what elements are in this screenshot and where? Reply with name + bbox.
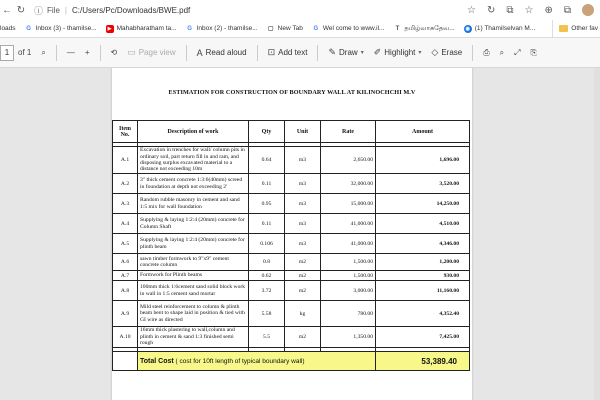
item-qty: 5.58 [249, 301, 285, 327]
total-label: Total Cost [140, 357, 174, 365]
item-unit: m2 [285, 281, 321, 301]
item-unit: m2 [285, 271, 321, 281]
column-header-unit: Unit [285, 121, 321, 143]
total-empty-cell [113, 352, 138, 371]
read-aloud-icon: A [196, 47, 203, 58]
toolbar-divider [100, 45, 101, 61]
bookmark-mahabharatham[interactable] [106, 25, 177, 33]
item-rate: 2,650.00 [321, 147, 376, 174]
read-aloud-label: Read aloud [205, 48, 247, 57]
table-row [113, 194, 470, 214]
other-favorites-folder[interactable] [552, 20, 600, 37]
address-bar [0, 0, 600, 20]
table-row [113, 271, 470, 281]
item-amount: 1,200.00 [376, 254, 470, 271]
chevron-down-icon[interactable]: ▾ [418, 50, 422, 56]
estimate-table [112, 120, 470, 371]
item-qty: 0.11 [249, 174, 285, 194]
item-amount: 3,520.00 [376, 174, 470, 194]
item-rate: 3,000.00 [321, 281, 376, 301]
google-icon: G [26, 25, 31, 32]
table-row [113, 254, 470, 271]
item-description: Formwork for Plinth beams [138, 271, 249, 281]
item-rate: 32,000.00 [321, 174, 376, 194]
zoom-out-button[interactable]: — [66, 48, 75, 57]
item-amount: 4,352.40 [376, 301, 470, 327]
erase-label: Erase [441, 48, 463, 57]
chevron-down-icon[interactable]: ▾ [360, 50, 364, 56]
item-description: 16mm thick plastering to wall,column and plinth in cement & sand 1:3 finished semi rough [138, 327, 249, 348]
item-qty: 0.62 [249, 271, 285, 281]
item-no: A.8 [113, 281, 138, 301]
search-icon[interactable]: ⌕ [41, 47, 46, 57]
bookmark-label: தமிழ்வாசுதேவ... [404, 24, 455, 32]
draw-label: Draw [339, 48, 358, 57]
item-no: A.6 [113, 254, 138, 271]
table-row [113, 327, 470, 348]
table-row [113, 234, 470, 254]
item-unit: m3 [285, 214, 321, 234]
item-description: Supplying & laying 1:2:4 (20mm) concrete for Column Shaft [138, 214, 249, 234]
fit-page-icon[interactable]: ⟲ [110, 48, 118, 57]
site-icon: T [395, 25, 400, 32]
item-unit: m2 [285, 327, 321, 348]
item-unit: m3 [285, 194, 321, 214]
item-rate: 780.00 [321, 301, 376, 327]
item-amount: 11,160.00 [376, 281, 470, 301]
reload-icon[interactable]: ↻ [16, 4, 26, 16]
toolbar-divider [56, 45, 57, 61]
favorites-icon[interactable]: ☆ [524, 4, 534, 16]
item-qty: 3.72 [249, 281, 285, 301]
item-rate: 1,350.00 [321, 327, 376, 348]
profile-site-icon: ◉ [465, 25, 470, 32]
highlight-button[interactable] [374, 47, 422, 58]
split-screen-icon[interactable]: ⧉ [506, 4, 514, 16]
zoom-in-button[interactable]: + [84, 48, 90, 57]
item-no: A.1 [113, 147, 138, 174]
bookmark-thamilselvan[interactable] [464, 25, 536, 33]
item-no: A.5 [113, 234, 138, 254]
youtube-icon: ▶ [106, 25, 114, 33]
collections-icon[interactable]: ⧉ [563, 4, 571, 16]
pdf-page [112, 68, 472, 400]
total-row [113, 352, 470, 371]
bookmark-downloads[interactable] [0, 25, 16, 32]
browser-actions [467, 4, 600, 16]
file-scheme-label: File [47, 5, 60, 15]
google-icon: G [313, 25, 319, 32]
item-unit: kg [285, 301, 321, 327]
add-text-icon: ⊡ [267, 47, 276, 57]
bookmark-inbox-3[interactable] [25, 25, 97, 33]
item-no: A.2 [113, 174, 138, 194]
url-input[interactable]: C:/Users/Pc/Downloads/BWE.pdf [71, 5, 191, 15]
table-header-row [113, 121, 470, 143]
item-amount: 1,696.00 [376, 147, 470, 174]
item-amount: 4,510.00 [376, 214, 470, 234]
item-description: 3" thick cement concrete 1:3:6(40mm) screed in foundation at depth not exceeding 2' [138, 174, 249, 194]
total-cost-label [138, 352, 376, 371]
item-unit: m3 [285, 174, 321, 194]
item-qty: 0.64 [249, 147, 285, 174]
page-view-icon: ▭ [127, 47, 136, 57]
total-cost-value: 53,389.40 [376, 352, 470, 371]
item-description: Excavation in trenches for wall/ column pits in ordinary soil, part return fill in and ram, and disposing surplus excavated material to a distance not exceeding 10m [138, 147, 249, 174]
bookmark-tamil-site[interactable] [393, 25, 454, 33]
favorite-star-icon[interactable]: ☆ [467, 4, 476, 16]
item-rate: 41,000.00 [321, 214, 376, 234]
page-view-button[interactable] [127, 47, 175, 58]
table-row [113, 301, 470, 327]
bookmark-inbox-2[interactable] [186, 25, 258, 33]
bookmark-label: Wel come to www.il... [322, 25, 385, 32]
item-qty: 0.106 [249, 234, 285, 254]
bookmarks-bar [0, 20, 600, 38]
bookmark-label: loads [0, 25, 16, 32]
document-title: ESTIMATION FOR CONSTRUCTION OF BOUNDARY WALL AT KILINOCHCHI M.V [168, 89, 416, 96]
site-info-icon[interactable]: ⓘ [34, 5, 44, 16]
item-rate: 15,000.00 [321, 194, 376, 214]
column-header-qty: Qty [249, 121, 285, 143]
item-rate: 41,000.00 [321, 234, 376, 254]
read-aloud-button[interactable] [197, 48, 247, 58]
item-qty: 0.8 [249, 254, 285, 271]
page-view-label: Page view [138, 48, 176, 57]
table-row [113, 174, 470, 194]
save-icon[interactable]: ⎘ [530, 47, 537, 57]
item-description: Random rubble masonry in cement and sand 1:5 mix for wall foundation [138, 194, 249, 214]
item-qty: 5.5 [249, 327, 285, 348]
column-header-rate: Rate [321, 121, 376, 143]
item-qty: 0.95 [249, 194, 285, 214]
bookmark-label: New Tab [277, 25, 303, 32]
expand-icon[interactable]: ⤢ [514, 47, 521, 57]
draw-icon: ✎ [328, 47, 337, 57]
column-header-amount: Amount [376, 121, 470, 143]
toolbar-divider [186, 45, 187, 61]
table-row [113, 214, 470, 234]
item-no: A.3 [113, 194, 138, 214]
column-header-description: Description of work [138, 121, 249, 143]
page-total-label: of 1 [18, 48, 32, 57]
item-unit: m3 [285, 147, 321, 174]
item-rate: 1,500.00 [321, 254, 376, 271]
bookmark-label: Inbox (3) - thamilse... [35, 25, 97, 32]
item-qty: 0.11 [249, 214, 285, 234]
bookmark-welcome[interactable] [312, 25, 385, 33]
table-row [113, 281, 470, 301]
add-text-button[interactable] [268, 47, 308, 58]
item-rate: 1,500.00 [321, 271, 376, 281]
highlight-label: Highlight [384, 48, 416, 57]
pdf-viewer[interactable] [0, 68, 600, 400]
bookmark-label: Mahabharatham ta... [116, 25, 177, 32]
toolbar-divider [257, 45, 258, 61]
back-icon[interactable]: ← [2, 4, 12, 16]
toolbar-divider [472, 45, 473, 61]
bookmark-label: (1) Thamilselvan M... [474, 25, 536, 32]
page-number-input[interactable]: 1 [0, 45, 14, 61]
eraser-icon: ◇ [431, 47, 439, 57]
page-icon: ▢ [267, 26, 274, 32]
toolbar-divider [317, 45, 318, 61]
item-unit: m2 [285, 254, 321, 271]
item-unit: m3 [285, 234, 321, 254]
item-amount: 4,346.00 [376, 234, 470, 254]
item-no: A.10 [113, 327, 138, 348]
folder-label: Other fav [571, 25, 598, 32]
highlight-icon: ✐ [373, 47, 382, 57]
address-divider: | [64, 5, 67, 15]
folder-icon [559, 25, 568, 32]
item-amount: 930.00 [376, 271, 470, 281]
extensions-icon[interactable]: ⊕ [544, 4, 553, 16]
draw-button[interactable] [328, 47, 363, 58]
refresh-icon[interactable]: ↻ [486, 4, 496, 16]
bookmark-new-tab[interactable] [267, 25, 303, 33]
item-no: A.4 [113, 214, 138, 234]
profile-avatar[interactable] [582, 4, 594, 16]
total-note: ( cost for 10ft length of typical boundary wall) [175, 357, 305, 365]
pdf-toolbar [0, 38, 600, 68]
vertical-scrollbar[interactable] [594, 68, 600, 400]
item-no: A.7 [113, 271, 138, 281]
table-row [113, 147, 470, 174]
item-description: Supplying & laying 1:2:4 (20mm) concrete for plinth beam [138, 234, 249, 254]
item-no: A.9 [113, 301, 138, 327]
item-amount: 7,425.00 [376, 327, 470, 348]
google-icon: G [187, 25, 192, 32]
item-description: 100mm thick 1:6cement sand solid block work in wall in 1:5 cement sand mortar [138, 281, 249, 301]
erase-button[interactable] [431, 47, 462, 58]
column-header-item-no: Item No. [113, 121, 138, 143]
item-amount: 14,250.00 [376, 194, 470, 214]
bookmark-label: Inbox (2) - thamilse... [196, 25, 258, 32]
print-icon[interactable]: ⎙ [483, 47, 490, 57]
item-description: sawn timber formwork to 9"x9" cement concrete column [138, 254, 249, 271]
item-description: Mild steel reinforcement to column & plinth beam bent to shape laid in position & tied with GI wire as directed [138, 301, 249, 327]
find-icon[interactable]: ⌕ [499, 47, 505, 57]
add-text-label: Add text [278, 48, 308, 57]
